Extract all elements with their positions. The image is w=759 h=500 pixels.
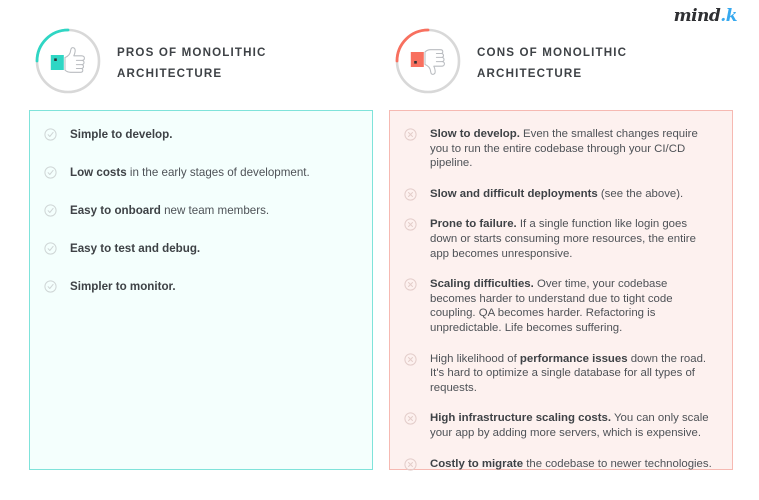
list-item-rest: If a single function like login goes down or starts consuming more resources, the entire app becomes unresponsive. (430, 218, 696, 260)
cons-list (404, 127, 714, 471)
list-item-lead: Simple to develop. (70, 128, 173, 141)
list-item (44, 165, 354, 180)
list-item-text (430, 127, 714, 171)
list-item-text (70, 279, 354, 294)
list-item-text (70, 127, 354, 142)
list-item-lead: Slow to develop. (430, 128, 520, 140)
cons-panel (389, 110, 733, 470)
logo-name-accent: .k (720, 6, 737, 26)
list-item-lead: Scaling difficulties. (430, 278, 534, 291)
check-circle-icon (44, 128, 57, 141)
x-circle-icon (404, 278, 417, 291)
list-item-text (430, 411, 714, 440)
list-item-lead: Costly to migrate (430, 457, 524, 470)
list-item-lead: Easy to test and debug. (70, 242, 201, 255)
thumbs-down-badge (395, 28, 461, 94)
list-item (44, 203, 354, 218)
pros-list (44, 127, 354, 294)
list-item-rest: Over time, your codebase becomes harder to understand due to tight code coupling. QA becomes harder. Refactoring is unpredictable. Life becomes suffering. (430, 278, 673, 334)
list-item-text (70, 241, 354, 256)
list-item-rest: the codebase to newer technologies. (523, 457, 712, 470)
list-item (404, 352, 714, 396)
check-circle-icon (44, 280, 57, 293)
list-item-rest: (see the above). (597, 187, 684, 200)
list-item-pre: High likelihood of (430, 352, 520, 365)
list-item-rest: down the road. It's hard to optimize a single database for all types of requests. (430, 352, 707, 394)
list-item-text (430, 187, 714, 202)
logo-name-primary: mind (673, 6, 721, 26)
list-item-text (430, 457, 714, 472)
list-item-lead: High infrastructure scaling costs. (430, 412, 612, 425)
list-item-lead: Low costs (70, 166, 127, 179)
list-item-lead: Prone to failure. (430, 218, 517, 231)
list-item (404, 127, 714, 171)
list-item (404, 457, 714, 472)
list-item-text (430, 277, 714, 335)
x-circle-icon (404, 188, 417, 201)
x-circle-icon (404, 218, 417, 231)
x-circle-icon (404, 353, 417, 366)
cons-title: CONS OF MONOLITHIC ARCHITECTURE (477, 46, 628, 80)
list-item-lead: Simpler to monitor. (70, 280, 176, 293)
list-item-text (430, 217, 714, 261)
pros-header (29, 0, 373, 110)
thumbs-up-icon (50, 46, 86, 76)
check-circle-icon (44, 204, 57, 217)
list-item (404, 187, 714, 202)
x-circle-icon (404, 128, 417, 141)
list-item (404, 277, 714, 335)
pros-title: PROS OF MONOLITHIC ARCHITECTURE (117, 46, 267, 80)
pros-column (29, 0, 373, 293)
cons-column (389, 0, 733, 470)
list-item-rest: You can only scale your app by adding more servers, which is expensive. (430, 412, 709, 439)
cons-header (389, 0, 733, 110)
x-circle-icon (404, 412, 417, 425)
list-item-rest: Even the smallest changes require you to run the entire codebase through your CI/CD pipeline. (430, 128, 698, 170)
pros-panel (29, 110, 373, 470)
list-item-lead: Easy to onboard (70, 204, 161, 217)
list-item-lead: performance issues (519, 352, 628, 365)
thumbs-up-badge (35, 28, 101, 94)
list-item (404, 217, 714, 261)
thumbs-down-icon (410, 46, 446, 76)
list-item-text (70, 203, 354, 218)
list-item-text (430, 352, 714, 396)
list-item-rest: new team members. (160, 204, 270, 217)
list-item (44, 279, 354, 294)
check-circle-icon (44, 242, 57, 255)
check-circle-icon (44, 166, 57, 179)
list-item (44, 241, 354, 256)
list-item-rest: in the early stages of development. (126, 166, 310, 179)
x-circle-icon (404, 458, 417, 471)
list-item (404, 411, 714, 440)
list-item-text (70, 165, 354, 180)
list-item-lead: Slow and difficult deployments (430, 187, 598, 200)
list-item (44, 127, 354, 142)
